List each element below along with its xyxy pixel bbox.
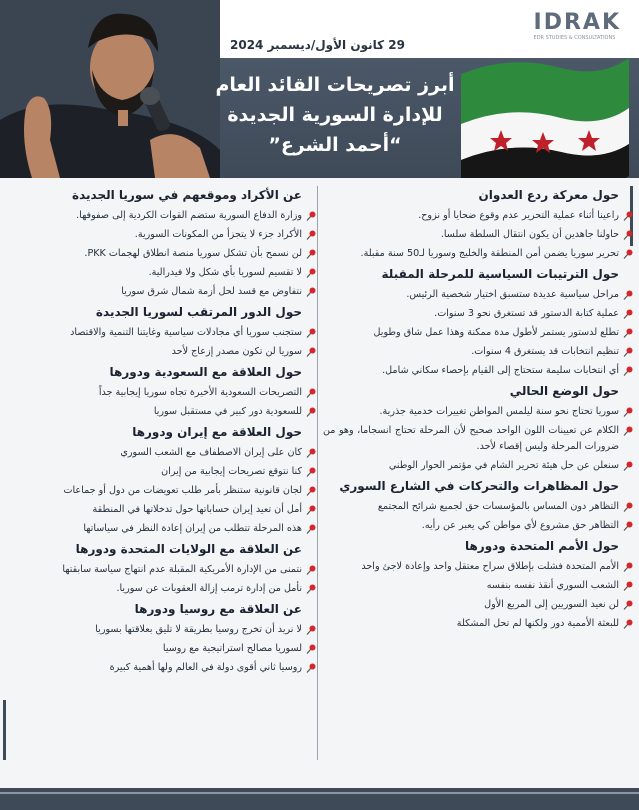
pushpin-icon [623, 562, 633, 572]
list-item-text: للبعثة الأممية دور ولكنها لم تحل المشكلة [456, 618, 619, 629]
list-item-text: وزارة الدفاع السورية ستضم القوات الكردية إلى صفوفها. [76, 210, 302, 221]
left-column [6, 184, 316, 679]
section-title: حول المظاهرات والتحركات في الشارع السوري [339, 479, 619, 493]
list-item [323, 325, 633, 341]
list-item-text: سنعلن عن حل هيئة تحرير الشام في مؤتمر الحوار الوطني [388, 460, 619, 471]
list-item-text: لا نريد أن تخرج روسيا بطريقة لا تليق بعلاقتها بسوريا [95, 624, 302, 635]
list-item [323, 287, 633, 303]
pushpin-icon [306, 287, 316, 297]
pushpin-icon [306, 524, 316, 534]
list-item-text: الشعب السوري أنقذ نفسه بنفسه [486, 580, 619, 591]
section-title: حول معركة ردع العدوان [478, 188, 619, 202]
list-item [323, 246, 633, 262]
list-item [6, 445, 316, 461]
section-title: عن الأكراد وموقعهم في سوريا الجديدة [72, 188, 302, 202]
list-item-text: للسعودية دور كبير في مستقبل سوريا [153, 406, 302, 417]
list-item-text: الأمم المتحدة فشلت بإطلاق سراح معتقل واحد وإعادة لاجئ واحد [361, 561, 619, 572]
pushpin-icon [623, 366, 633, 376]
list-item-text: تنظيم انتخابات قد يستغرق 4 سنوات. [471, 346, 619, 357]
list-item [6, 284, 316, 300]
speaker-photo [0, 0, 220, 178]
section-title: عن العلاقة مع روسيا ودورها [134, 602, 302, 616]
pushpin-icon [623, 211, 633, 221]
pushpin-icon [623, 581, 633, 591]
pushpin-icon [306, 486, 316, 496]
publication-date: 29 كانون الأول/ديسمبر 2024 [230, 38, 405, 52]
logo-subtitle: EDR STUDIES & CONSULTATIONS [533, 35, 616, 41]
header [0, 0, 639, 178]
list-item [6, 344, 316, 360]
list-item-text: سوريا لن تكون مصدر إزعاج لأحد [171, 346, 302, 357]
pushpin-icon [306, 644, 316, 654]
pushpin-icon [306, 625, 316, 635]
pushpin-icon [623, 619, 633, 629]
list-item [323, 578, 633, 594]
list-item [6, 622, 316, 638]
list-item [6, 562, 316, 578]
pushpin-icon [306, 448, 316, 458]
right-column [323, 184, 633, 635]
list-item-text: التظاهر دون المساس بالمؤسسات حق لجميع شرائح المجتمع [377, 501, 619, 512]
pushpin-icon [623, 600, 633, 610]
section-title: عن العلاقة مع الولايات المتحدة ودورها [75, 542, 302, 556]
list-item-text: التظاهر حق مشروع لأي مواطن كي يعبر عن رأيه. [421, 520, 619, 531]
list-item-text: لسوريا مصالح استراتيجية مع روسيا [162, 643, 302, 654]
list-item [6, 581, 316, 597]
list-item-text: لجان قانونية ستنظر بأمر طلب تعويضات من دول أو جماعات [63, 485, 302, 496]
section-title: حول الأمم المتحدة ودورها [464, 539, 619, 553]
list-item-text: تحرير سوريا يضمن أمن المنطقة والخليج وسوريا لـ50 سنة مقبلة. [360, 248, 619, 259]
idrak-logo [534, 10, 621, 41]
list-item [323, 597, 633, 613]
list-item-text: لا تقسيم لسوريا بأي شكل ولا فيدرالية. [148, 267, 302, 278]
pushpin-icon [623, 407, 633, 417]
list-item [323, 344, 633, 360]
list-item-text: كان على إيران الاصطفاف مع الشعب السوري [120, 447, 302, 458]
section-title: حول العلاقة مع السعودية ودورها [109, 365, 302, 379]
pushpin-icon [306, 328, 316, 338]
list-item-text: أي انتخابات سليمة ستحتاج إلى القيام بإحصاء سكاني شامل. [382, 365, 619, 376]
list-item-text: حاولنا جاهدين أن يكون انتقال السلطة سلسا. [440, 229, 619, 240]
pushpin-icon [306, 268, 316, 278]
list-item-text: كنا نتوقع تصريحات إيجابية من إيران [161, 466, 302, 477]
list-item [323, 559, 633, 575]
list-item [6, 385, 316, 401]
list-item [6, 660, 316, 676]
list-item [323, 363, 633, 379]
section-title: حول الدور المرتقب لسوريا الجديدة [95, 305, 302, 319]
pushpin-icon [306, 407, 316, 417]
list-item [6, 641, 316, 657]
section-title: حول الوضع الحالي [509, 384, 619, 398]
logo-text: IDRAK [533, 10, 621, 35]
pushpin-icon [306, 211, 316, 221]
list-item [6, 404, 316, 420]
list-item-text: الكلام عن تعيينات اللون الواحد صحيح لأن المرحلة تحتاج انسجاما، وهو من ضرورات المرحلة وليس إقصاء لأحد. [323, 425, 619, 452]
list-item-text: نأمل من إدارة ترمب إزالة العقوبات عن سوريا. [116, 583, 302, 594]
list-item [6, 265, 316, 281]
list-item [323, 423, 633, 455]
list-item [6, 208, 316, 224]
pushpin-icon [306, 663, 316, 673]
list-item-text: نتفاوض مع قسد لحل أزمة شمال شرق سوريا [121, 286, 302, 297]
pushpin-icon [306, 347, 316, 357]
list-item [6, 483, 316, 499]
list-item [323, 458, 633, 474]
pushpin-icon [306, 584, 316, 594]
pushpin-icon [623, 328, 633, 338]
list-item [323, 616, 633, 632]
list-item [6, 325, 316, 341]
list-item [323, 306, 633, 322]
title-line-1: أبرز تصريحات القائد العام [215, 74, 455, 96]
list-item-text: نتمنى من الإدارة الأمريكية المقبلة عدم انتهاج سياسة سابقتها [62, 564, 302, 575]
pushpin-icon [306, 467, 316, 477]
list-item-text: هذه المرحلة تتطلب من إيران إعادة النظر في سياساتها [83, 523, 302, 534]
pushpin-icon [623, 230, 633, 240]
syrian-flag-image [451, 44, 631, 178]
list-item [6, 521, 316, 537]
list-item-text: مراحل سياسية عديدة ستسبق اختيار شخصية الرئيس. [406, 289, 619, 300]
list-item [6, 502, 316, 518]
list-item [6, 464, 316, 480]
list-item [323, 499, 633, 515]
footer-line [0, 792, 639, 794]
list-item-text: ستجنب سوريا أي مجادلات سياسية وغايتنا التنمية والاقتصاد [70, 327, 302, 338]
list-item-text: لن نسمح بأن تشكل سوريا منصة انطلاق لهجمات PKK. [84, 248, 302, 259]
pushpin-icon [306, 565, 316, 575]
section-title: حول الترتيبات السياسية للمرحلة المقبلة [381, 267, 619, 281]
title-line-2: للإدارة السورية الجديدة [227, 104, 443, 126]
pushpin-icon [623, 521, 633, 531]
list-item [323, 404, 633, 420]
pushpin-icon [306, 388, 316, 398]
list-item [6, 246, 316, 262]
title-line-3: “أحمد الشرع” [268, 134, 402, 156]
section-title: حول العلاقة مع إيران ودورها [132, 425, 302, 439]
list-item-text: راعينا أثناء عملية التحرير عدم وقوع ضحايا أو نزوح. [418, 210, 619, 221]
pushpin-icon [623, 347, 633, 357]
list-item [323, 208, 633, 224]
list-item-text: أمل أن تعيد إيران حساباتها حول تدخلاتها في المنطقة [92, 504, 302, 515]
list-item [323, 227, 633, 243]
pushpin-icon [306, 505, 316, 515]
column-divider [317, 186, 318, 760]
list-item-text: سوريا تحتاج نحو سنة ليلمس المواطن تغييرات خدمية جذرية. [379, 406, 619, 417]
pushpin-icon [306, 249, 316, 259]
pushpin-icon [623, 249, 633, 259]
list-item-text: عملية كتابة الدستور قد تستغرق نحو 3 سنوات. [434, 308, 619, 319]
pushpin-icon [623, 502, 633, 512]
list-item [6, 227, 316, 243]
pushpin-icon [623, 290, 633, 300]
list-item [323, 518, 633, 534]
list-item-text: التصريحات السعودية الأخيرة تجاه سوريا إيجابية جداً [98, 387, 302, 398]
pushpin-icon [623, 461, 633, 471]
pushpin-icon [623, 426, 633, 436]
pushpin-icon [306, 230, 316, 240]
left-accent-bar [3, 700, 6, 760]
list-item-text: تطلع لدستور يستمر لأطول مدة ممكنة وهذا عمل شاق وطويل [373, 327, 619, 338]
list-item-text: لن نعيد السوريين إلى المربع الأول [484, 599, 619, 610]
page-title [210, 70, 460, 160]
list-item-text: الأكراد جزء لا يتجزأ من المكونات السورية. [134, 229, 302, 240]
list-item-text: روسيا ثاني أقوى دولة في العالم ولها أهمية كبيرة [109, 662, 302, 673]
pushpin-icon [623, 309, 633, 319]
